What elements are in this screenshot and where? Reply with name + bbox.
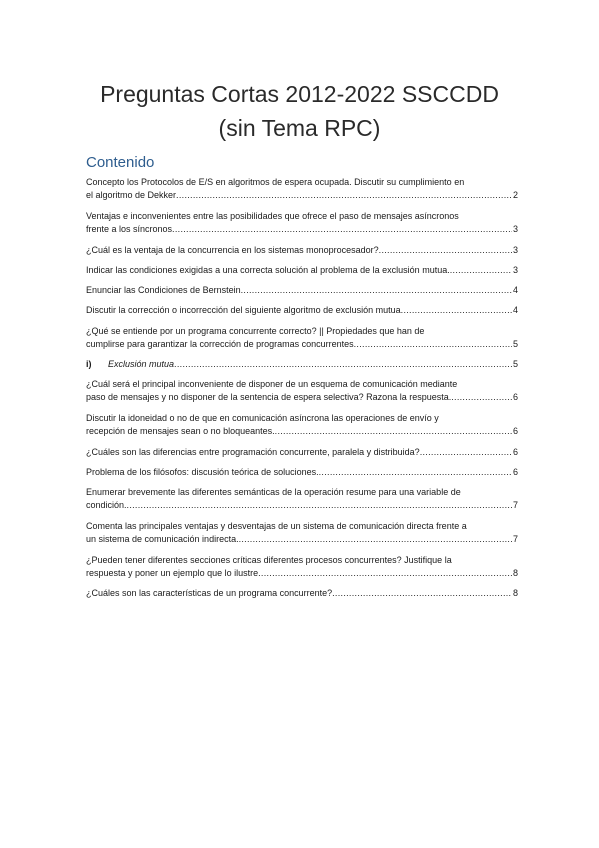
toc-entry[interactable] (86, 446, 518, 459)
toc-page-number: 4 (512, 305, 518, 315)
toc-entry-row (86, 284, 518, 297)
toc-entry[interactable] (86, 304, 518, 317)
toc-entry-text: Ventajas e inconvenientes entre las posibilidades que ofrece el paso de mensajes asíncronos (86, 211, 459, 221)
toc-entry[interactable] (86, 244, 518, 257)
toc-leader-dots (176, 189, 512, 202)
toc-page-number: 6 (512, 426, 518, 436)
toc-page-number: 3 (512, 245, 518, 255)
toc-entry-row (86, 244, 518, 257)
toc-entry-text: ¿Cuáles son las diferencias entre programación concurrente, paralela y distribuida? (86, 447, 420, 457)
toc-leader-dots (450, 264, 512, 277)
toc-entry-number: i) (86, 359, 92, 369)
toc-page-number: 4 (512, 285, 518, 295)
toc-page-number: 8 (512, 568, 518, 578)
toc-leader-dots (379, 244, 512, 257)
toc-entry-text: respuesta y poner un ejemplo que lo ilustre (86, 568, 259, 578)
toc-entry-text: ¿Qué se entiende por un programa concurrente correcto? || Propiedades que han de (86, 326, 425, 336)
toc-page-number: 7 (512, 500, 518, 510)
toc-entry-text: ¿Cuál será el principal inconveniente de disponer de un esquema de comunicación mediante (86, 379, 458, 389)
toc-leader-dots (332, 587, 512, 600)
toc-entry-row (86, 587, 518, 600)
table-of-contents (86, 176, 518, 600)
toc-leader-dots (319, 466, 512, 479)
toc-entry-row (86, 189, 518, 202)
toc-entry[interactable] (86, 486, 518, 512)
toc-page-number: 2 (512, 190, 518, 200)
toc-entry-row (86, 425, 518, 438)
toc-entry[interactable] (86, 554, 518, 580)
toc-entry-row (86, 533, 518, 546)
toc-entry-text: ¿Pueden tener diferentes secciones críticas diferentes procesos concurrentes? Justifique la (86, 555, 452, 565)
toc-entry-row (86, 499, 518, 512)
toc-leader-dots (239, 533, 512, 546)
toc-entry[interactable] (86, 210, 518, 236)
toc-entry-text: Discutir la idoneidad o no de que en comunicación asíncrona las operaciones de envío y (86, 413, 439, 423)
toc-page-number: 6 (512, 392, 518, 402)
toc-leader-dots (401, 304, 512, 317)
toc-leader-dots (258, 567, 512, 580)
toc-entry-row (86, 304, 518, 317)
toc-entry[interactable] (86, 325, 518, 351)
toc-entry-row (86, 358, 518, 371)
toc-entry-text: Discutir la corrección o incorrección del siguiente algoritmo de exclusión mutua (86, 305, 401, 315)
toc-entry-text: condición. (86, 500, 127, 510)
toc-entry-row (86, 391, 518, 404)
toc-leader-dots (420, 446, 512, 459)
toc-heading: Contenido (86, 154, 155, 171)
toc-leader-dots (127, 499, 512, 512)
toc-entry-text: recepción de mensajes sean o no bloqueantes. (86, 426, 275, 436)
toc-entry[interactable] (86, 412, 518, 438)
toc-entry-text: Comenta las principales ventajas y desventajas de un sistema de comunicación directa frente a (86, 521, 467, 531)
toc-entry-text: Enunciar las Condiciones de Bernstein (86, 285, 241, 295)
toc-entry[interactable] (86, 358, 518, 371)
toc-entry-row (86, 264, 518, 277)
toc-leader-dots (174, 358, 512, 371)
toc-entry[interactable] (86, 176, 518, 202)
document-subtitle: (sin Tema RPC) (218, 115, 381, 141)
toc-entry-text: Exclusión mutua (108, 359, 175, 369)
toc-entry-text: cumplirse para garantizar la corrección de programas concurrentes (86, 339, 354, 349)
toc-entry[interactable] (86, 587, 518, 600)
document-title: Preguntas Cortas 2012-2022 SSCCDD (100, 81, 499, 107)
toc-leader-dots (172, 223, 512, 236)
toc-entry[interactable] (86, 378, 518, 404)
toc-entry-text: paso de mensajes y no disponer de la sentencia de espera selectiva? Razona la respuesta. (86, 392, 452, 402)
toc-entry-row (86, 446, 518, 459)
toc-entry[interactable] (86, 264, 518, 277)
toc-page-number: 7 (512, 534, 518, 544)
toc-page-number: 3 (512, 265, 518, 275)
toc-page-number: 6 (512, 467, 518, 477)
toc-page-number: 8 (512, 588, 518, 598)
toc-entry-text: Concepto los Protocolos de E/S en algoritmos de espera ocupada. Discutir su cumplimiento en (86, 177, 465, 187)
toc-entry-text: Enumerar brevemente las diferentes semánticas de la operación resume para una variable de (86, 487, 461, 497)
toc-page-number: 5 (512, 359, 518, 369)
toc-entry-text: el algoritmo de Dekker (86, 190, 177, 200)
toc-page-number: 5 (512, 339, 518, 349)
toc-entry-row (86, 223, 518, 236)
toc-entry[interactable] (86, 284, 518, 297)
toc-entry[interactable] (86, 520, 518, 546)
toc-page-number: 3 (512, 224, 518, 234)
toc-entry[interactable] (86, 466, 518, 479)
toc-entry-text: un sistema de comunicación indirecta. (86, 534, 239, 544)
toc-entry-row (86, 466, 518, 479)
toc-leader-dots (241, 284, 512, 297)
toc-entry-text: ¿Cuáles son las características de un programa concurrente? (86, 588, 333, 598)
toc-leader-dots (451, 391, 512, 404)
toc-entry-text: Problema de los filósofos: discusión teórica de soluciones. (86, 467, 319, 477)
toc-entry-text: frente a los síncronos (86, 224, 173, 234)
toc-page-number: 6 (512, 447, 518, 457)
toc-entry-text: Indicar las condiciones exigidas a una correcta solución al problema de la exclusión mutua. (86, 265, 450, 275)
toc-leader-dots (354, 338, 512, 351)
toc-entry-text: ¿Cuál es la ventaja de la concurrencia en los sistemas monoprocesador? (86, 245, 379, 255)
toc-entry-row (86, 338, 518, 351)
toc-entry-row (86, 567, 518, 580)
toc-leader-dots (275, 425, 512, 438)
